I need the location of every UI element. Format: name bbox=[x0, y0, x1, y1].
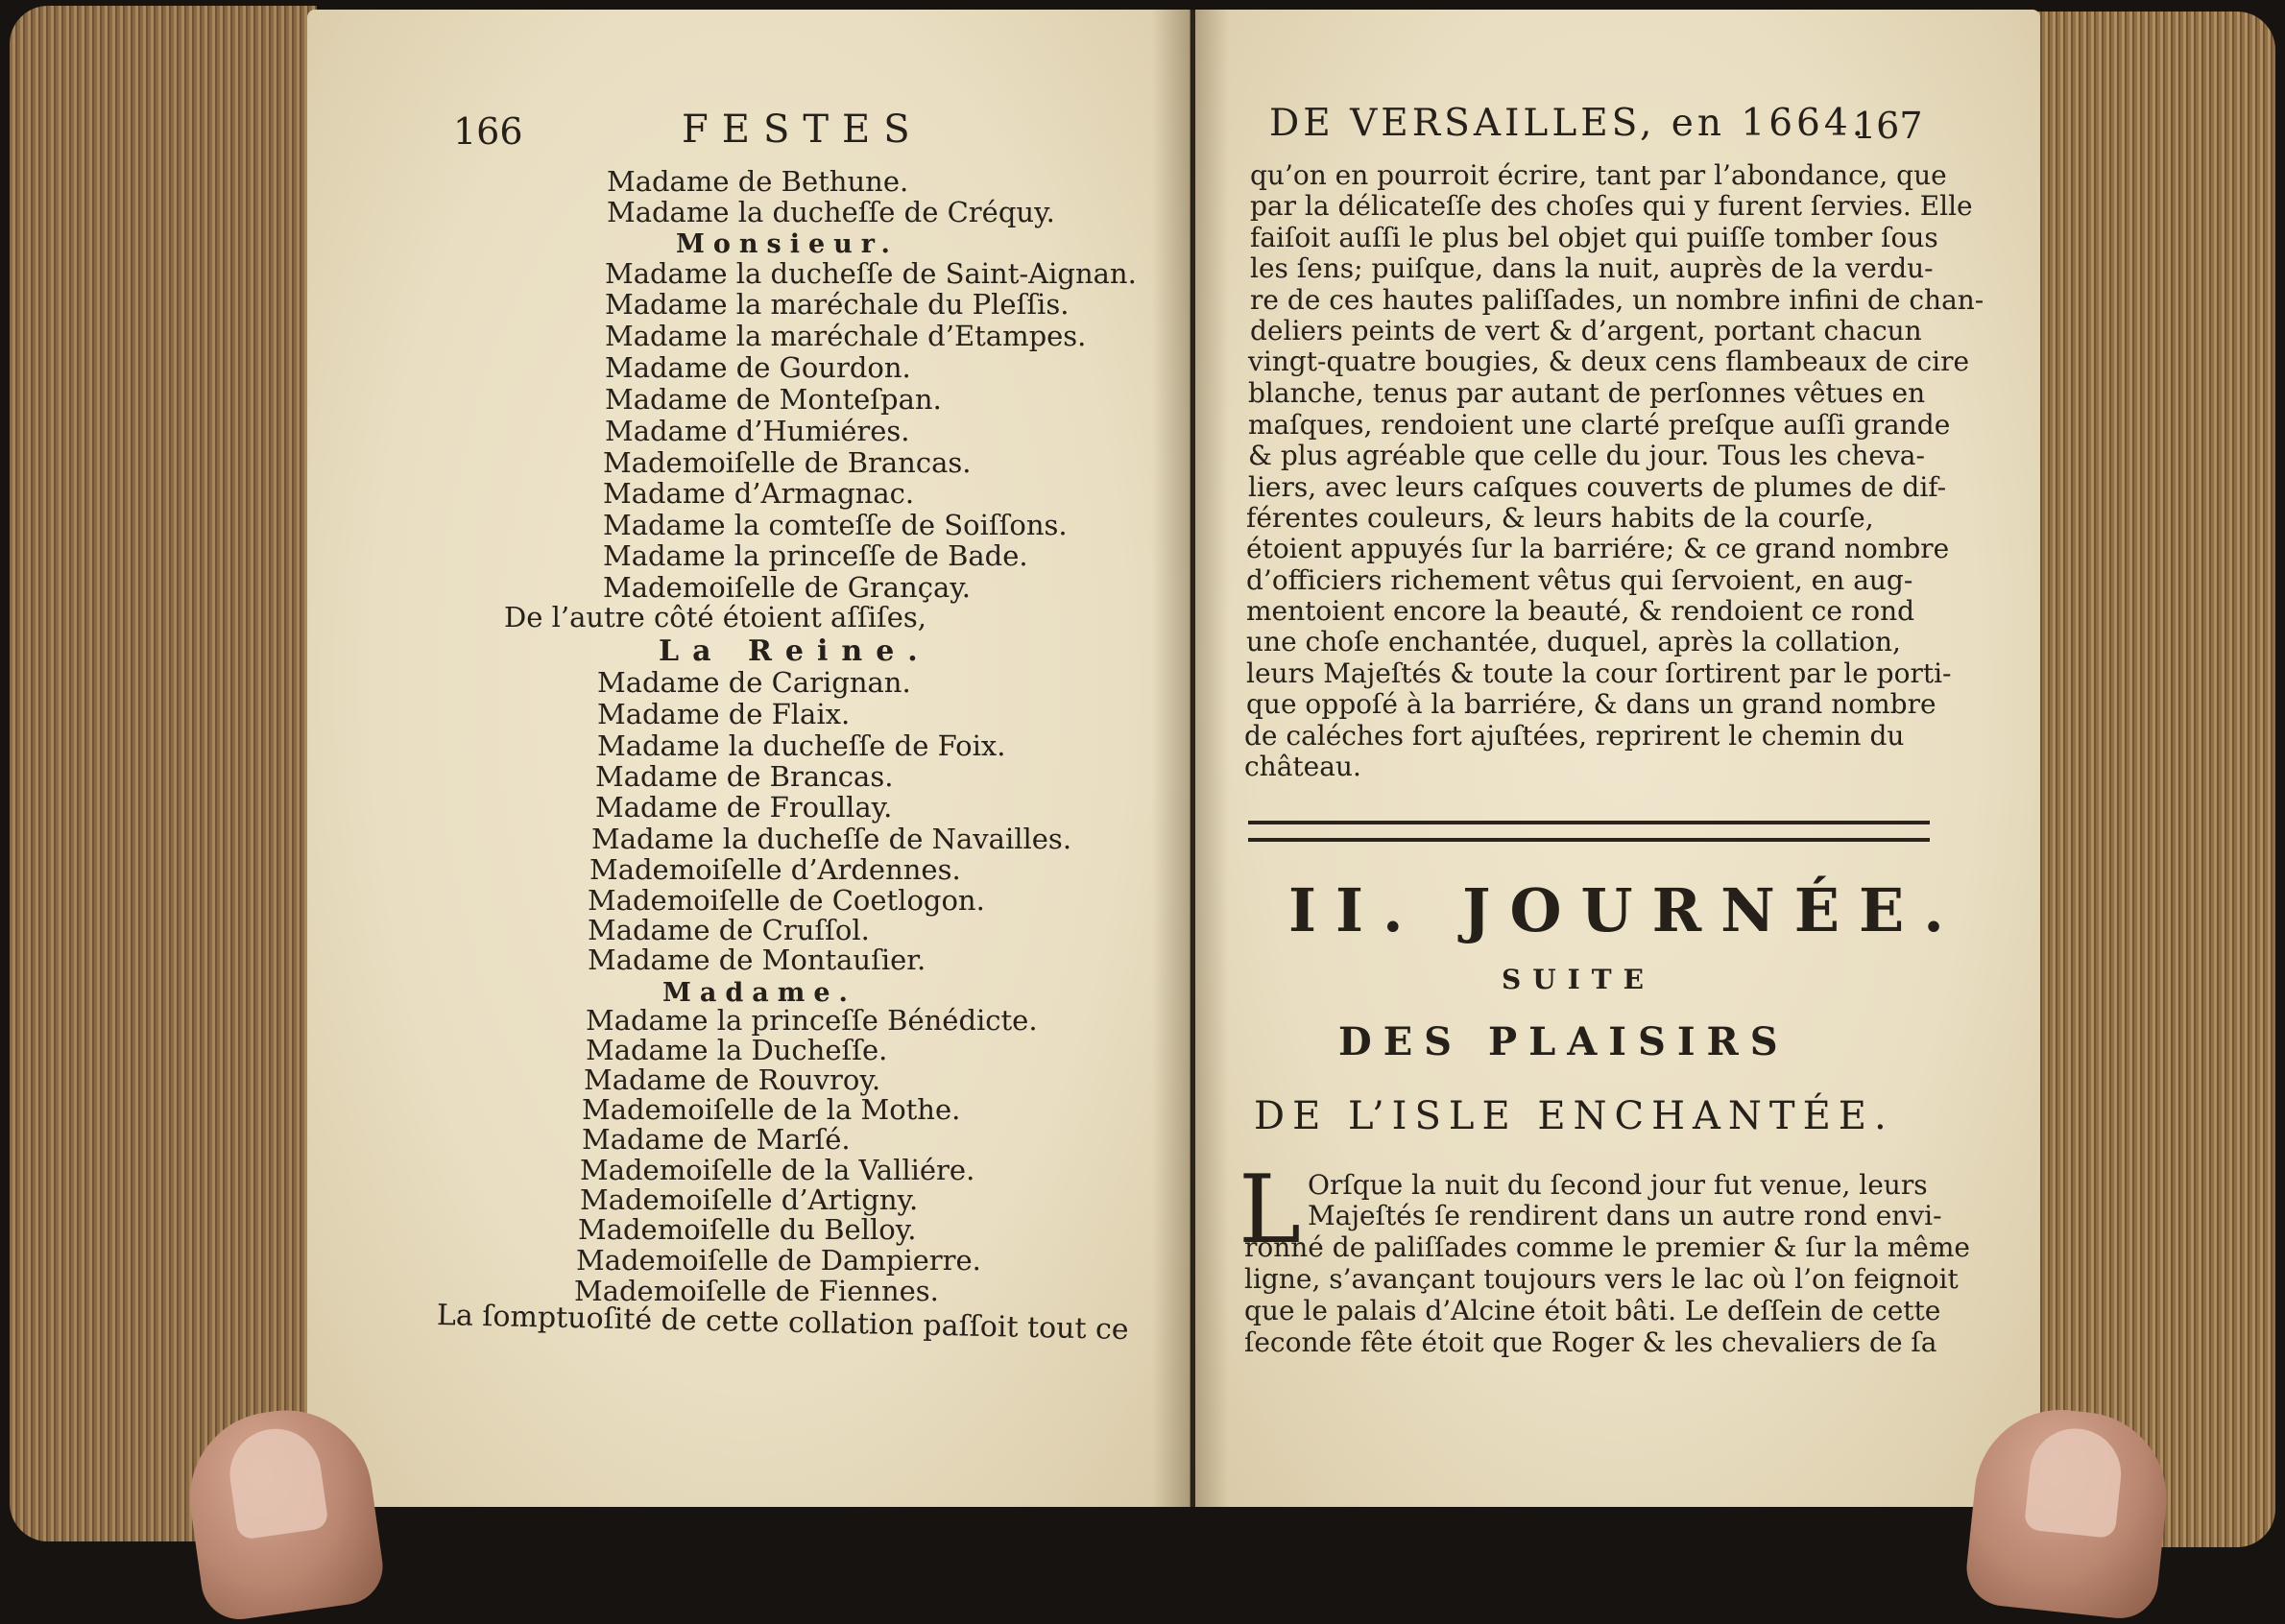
left-line-26: Madame de Montauſier. bbox=[588, 943, 926, 976]
left-heading-monsieur: Monsieur. bbox=[676, 229, 899, 259]
left-line-12: Madame la comteſſe de Soiſſons. bbox=[603, 509, 1068, 541]
left-line-37: Mademoiſelle de Fiennes. bbox=[574, 1275, 939, 1307]
left-line-6: Madame la maréchale d’Etampes. bbox=[605, 320, 1087, 352]
right-line-15: mentoient encore la beauté, & rendoient ce rond bbox=[1246, 595, 1915, 627]
left-line-23: Mademoiſelle d’Ardennes. bbox=[589, 853, 961, 886]
left-line-11: Madame d’Armagnac. bbox=[603, 477, 915, 510]
right-line-12: férentes couleurs, & leurs habits de la courſe, bbox=[1246, 502, 1874, 534]
right-line-1: qu’on en pourroit écrire, tant par l’abondance, que bbox=[1250, 159, 1947, 191]
left-page-number: 166 bbox=[453, 110, 523, 153]
right-line-18: que oppoſé à la barriére, & dans un grand nombre bbox=[1246, 688, 1936, 720]
left-line-18: Madame de Flaix. bbox=[597, 698, 851, 730]
left-line-4: Madame la ducheſſe de Saint-Aignan. bbox=[605, 257, 1137, 290]
para-line-2: Majeſtés ſe rendirent dans un autre rond envi- bbox=[1308, 1200, 1942, 1231]
left-line-24: Mademoiſelle de Coetlogon. bbox=[588, 884, 985, 917]
right-line-13: étoient appuyés ſur la barriére; & ce grand nombre bbox=[1246, 533, 1950, 564]
left-line-19: Madame la ducheſſe de Foix. bbox=[597, 729, 1006, 762]
book-gutter bbox=[1152, 10, 1229, 1507]
left-heading-madame: Madame. bbox=[662, 978, 856, 1008]
left-line-30: Madame de Rouvroy. bbox=[584, 1063, 881, 1096]
left-line-1: Madame de Bethune. bbox=[607, 165, 909, 198]
right-line-8: blanche, tenus par autant de perſonnes vêtues en bbox=[1248, 377, 1926, 409]
para-line-1: Orſque la nuit du ſecond jour fut venue, leurs bbox=[1308, 1169, 1928, 1201]
para-line-5: que le palais d’Alcine étoit bâti. Le deſſein de cette bbox=[1244, 1295, 1941, 1326]
left-line-33: Mademoiſelle de la Valliére. bbox=[580, 1154, 975, 1186]
para-line-6: ſeconde fête étoit que Roger & les chevaliers de ſa bbox=[1244, 1326, 1937, 1358]
left-line-7: Madame de Gourdon. bbox=[605, 351, 911, 384]
left-line-10: Mademoiſelle de Brancas. bbox=[603, 446, 972, 479]
left-line-21: Madame de Froullay. bbox=[595, 791, 893, 824]
drop-cap-l: L bbox=[1239, 1156, 1302, 1265]
page-edges-right bbox=[2011, 12, 2275, 1547]
right-line-9: maſques, rendoient une clarté preſque auſſi grande bbox=[1248, 409, 1951, 441]
left-line-14: Mademoiſelle de Grançay. bbox=[603, 571, 971, 604]
right-line-3: faiſoit auſſi le plus bel objet qui puiſſe tomber ſous bbox=[1250, 222, 1938, 253]
left-line-8: Madame de Monteſpan. bbox=[605, 383, 942, 416]
left-line-34: Mademoiſelle d’Artigny. bbox=[580, 1183, 919, 1216]
left-line-2: Madame la ducheſſe de Créquy. bbox=[607, 196, 1055, 228]
right-line-7: vingt-quatre bougies, & deux cens flambeaux de cire bbox=[1248, 346, 1970, 377]
heading-des-plaisirs: DES PLAISIRS bbox=[1338, 1019, 1790, 1064]
right-running-title: DE VERSAILLES, en 1664. bbox=[1269, 102, 1868, 145]
left-running-title: FESTES bbox=[682, 107, 924, 152]
right-line-20: château. bbox=[1244, 751, 1361, 782]
right-line-10: & plus agréable que celle du jour. Tous les cheva- bbox=[1248, 440, 1925, 471]
left-line-17: Madame de Carignan. bbox=[597, 666, 911, 699]
left-heading-la-reine: La Reine. bbox=[659, 634, 931, 668]
left-line-15: De l’autre côté étoient aſſiſes, bbox=[504, 601, 927, 633]
heading-journee: II. JOURNÉE. bbox=[1288, 875, 1963, 945]
right-thumbnail bbox=[2024, 1424, 2126, 1539]
left-line-25: Madame de Cruſſol. bbox=[588, 914, 870, 946]
page-edges-left bbox=[10, 6, 317, 1541]
right-line-19: de caléches fort ajuſtées, reprirent le chemin du bbox=[1244, 720, 1905, 752]
right-line-14: d’officiers richement vêtus qui ſervoient, en aug- bbox=[1246, 564, 1913, 596]
left-line-9: Madame d’Humiéres. bbox=[605, 415, 910, 447]
left-line-36: Mademoiſelle de Dampierre. bbox=[576, 1244, 981, 1277]
left-line-32: Madame de Marſé. bbox=[582, 1123, 851, 1156]
left-line-31: Mademoiſelle de la Mothe. bbox=[582, 1093, 961, 1126]
para-line-4: ligne, s’avançant toujours vers le lac où l’on feignoit bbox=[1244, 1263, 1959, 1295]
left-line-20: Madame de Brancas. bbox=[595, 760, 894, 793]
left-line-13: Madame la princeſſe de Bade. bbox=[603, 539, 1028, 572]
right-line-5: re de ces hautes paliſſades, un nombre infini de chan- bbox=[1250, 284, 1984, 316]
right-line-16: une choſe enchantée, duquel, après la collation, bbox=[1246, 626, 1901, 657]
right-line-17: leurs Majeſtés & toute la cour ſortirent par le porti- bbox=[1246, 657, 1952, 689]
right-line-2: par la délicateſſe des choſes qui y furent ſervies. Elle bbox=[1250, 190, 1973, 222]
right-line-11: liers, avec leurs caſques couverts de plumes de dif- bbox=[1248, 471, 1947, 503]
heading-isle-enchantee: DE L’ISLE ENCHANTÉE. bbox=[1254, 1094, 1894, 1138]
left-line-29: Madame la Ducheſſe. bbox=[586, 1034, 888, 1066]
left-line-5: Madame la maréchale du Pleſſis. bbox=[605, 288, 1070, 321]
left-thumbnail bbox=[224, 1423, 328, 1540]
left-line-22: Madame la ducheſſe de Navailles. bbox=[591, 823, 1072, 855]
heading-suite: SUITE bbox=[1502, 964, 1655, 995]
right-line-6: deliers peints de vert & d’argent, portant chacun bbox=[1250, 315, 1922, 346]
left-line-35: Mademoiſelle du Belloy. bbox=[578, 1213, 917, 1246]
right-line-4: les ſens; puiſque, dans la nuit, auprès de la verdu- bbox=[1250, 252, 1934, 284]
left-line-28: Madame la princeſſe Bénédicte. bbox=[586, 1004, 1038, 1037]
para-line-3: ronné de paliſſades comme le premier & ſur la même bbox=[1244, 1231, 1970, 1263]
left-line-38: La ſomptuoſité de cette collation paſſoit tout ce bbox=[436, 1299, 1129, 1348]
ornamental-rule bbox=[1248, 821, 1930, 842]
right-page-number: 167 bbox=[1853, 105, 1923, 147]
